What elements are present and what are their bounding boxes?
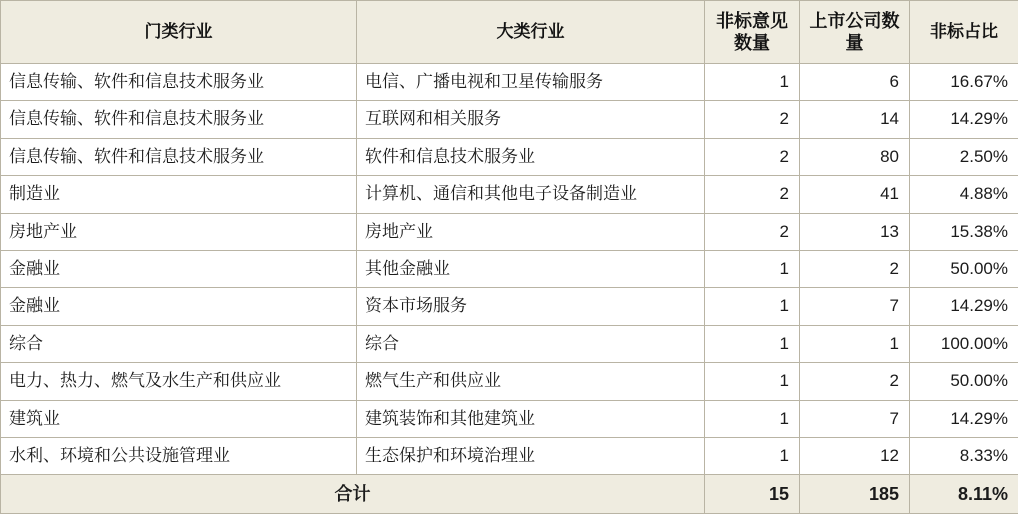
cell-listed-count: 14 (800, 101, 910, 138)
cell-nonstandard-count: 2 (705, 101, 800, 138)
cell-sector: 信息传输、软件和信息技术服务业 (1, 101, 357, 138)
cell-ratio: 2.50% (910, 138, 1018, 175)
column-header-sector: 门类行业 (1, 1, 357, 64)
cell-industry: 生态保护和环境治理业 (357, 437, 705, 474)
cell-ratio: 50.00% (910, 250, 1018, 287)
cell-sector: 制造业 (1, 176, 357, 213)
table-row (1, 288, 1018, 325)
cell-sector: 金融业 (1, 288, 357, 325)
cell-nonstandard-count: 1 (705, 400, 800, 437)
cell-industry: 燃气生产和供应业 (357, 363, 705, 400)
cell-sector: 综合 (1, 325, 357, 362)
cell-nonstandard-count: 1 (705, 288, 800, 325)
column-header-ratio: 非标占比 (910, 1, 1018, 64)
column-header-listed-count: 上市公司数量 (800, 1, 910, 64)
cell-sector: 房地产业 (1, 213, 357, 250)
cell-sector: 建筑业 (1, 400, 357, 437)
cell-industry: 互联网和相关服务 (357, 101, 705, 138)
cell-listed-count: 2 (800, 363, 910, 400)
cell-ratio: 16.67% (910, 64, 1018, 101)
cell-listed-count: 80 (800, 138, 910, 175)
cell-listed-count: 6 (800, 64, 910, 101)
cell-nonstandard-count: 2 (705, 213, 800, 250)
table-row (1, 64, 1018, 101)
table-header-row (1, 1, 1018, 64)
cell-ratio: 50.00% (910, 363, 1018, 400)
cell-ratio: 100.00% (910, 325, 1018, 362)
cell-nonstandard-count: 2 (705, 138, 800, 175)
cell-industry: 房地产业 (357, 213, 705, 250)
cell-sector: 信息传输、软件和信息技术服务业 (1, 64, 357, 101)
cell-ratio: 14.29% (910, 288, 1018, 325)
cell-nonstandard-count: 1 (705, 325, 800, 362)
cell-sector: 电力、热力、燃气及水生产和供应业 (1, 363, 357, 400)
cell-industry: 软件和信息技术服务业 (357, 138, 705, 175)
cell-ratio: 4.88% (910, 176, 1018, 213)
table-row (1, 363, 1018, 400)
table-row (1, 437, 1018, 474)
cell-total-nonstandard-count: 15 (705, 475, 800, 514)
cell-listed-count: 12 (800, 437, 910, 474)
table-body (1, 64, 1018, 514)
cell-ratio: 15.38% (910, 213, 1018, 250)
cell-listed-count: 7 (800, 288, 910, 325)
cell-listed-count: 2 (800, 250, 910, 287)
table-header (1, 1, 1018, 64)
column-header-industry: 大类行业 (357, 1, 705, 64)
table-row (1, 213, 1018, 250)
cell-listed-count: 7 (800, 400, 910, 437)
table-row (1, 325, 1018, 362)
cell-total-label: 合计 (1, 475, 705, 514)
cell-industry: 其他金融业 (357, 250, 705, 287)
cell-sector: 金融业 (1, 250, 357, 287)
table-row (1, 176, 1018, 213)
table-row (1, 250, 1018, 287)
cell-industry: 计算机、通信和其他电子设备制造业 (357, 176, 705, 213)
cell-industry: 综合 (357, 325, 705, 362)
cell-total-ratio: 8.11% (910, 475, 1018, 514)
cell-total-listed-count: 185 (800, 475, 910, 514)
cell-nonstandard-count: 1 (705, 64, 800, 101)
cell-ratio: 8.33% (910, 437, 1018, 474)
cell-ratio: 14.29% (910, 400, 1018, 437)
column-header-nonstandard-count: 非标意见数量 (705, 1, 800, 64)
table-row (1, 101, 1018, 138)
cell-industry: 电信、广播电视和卫星传输服务 (357, 64, 705, 101)
table-row (1, 400, 1018, 437)
cell-nonstandard-count: 1 (705, 250, 800, 287)
cell-sector: 信息传输、软件和信息技术服务业 (1, 138, 357, 175)
cell-sector: 水利、环境和公共设施管理业 (1, 437, 357, 474)
cell-listed-count: 41 (800, 176, 910, 213)
cell-nonstandard-count: 1 (705, 363, 800, 400)
table-row (1, 138, 1018, 175)
cell-nonstandard-count: 1 (705, 437, 800, 474)
cell-industry: 资本市场服务 (357, 288, 705, 325)
cell-industry: 建筑装饰和其他建筑业 (357, 400, 705, 437)
table-total-row (1, 475, 1018, 514)
cell-ratio: 14.29% (910, 101, 1018, 138)
cell-nonstandard-count: 2 (705, 176, 800, 213)
cell-listed-count: 13 (800, 213, 910, 250)
cell-listed-count: 1 (800, 325, 910, 362)
